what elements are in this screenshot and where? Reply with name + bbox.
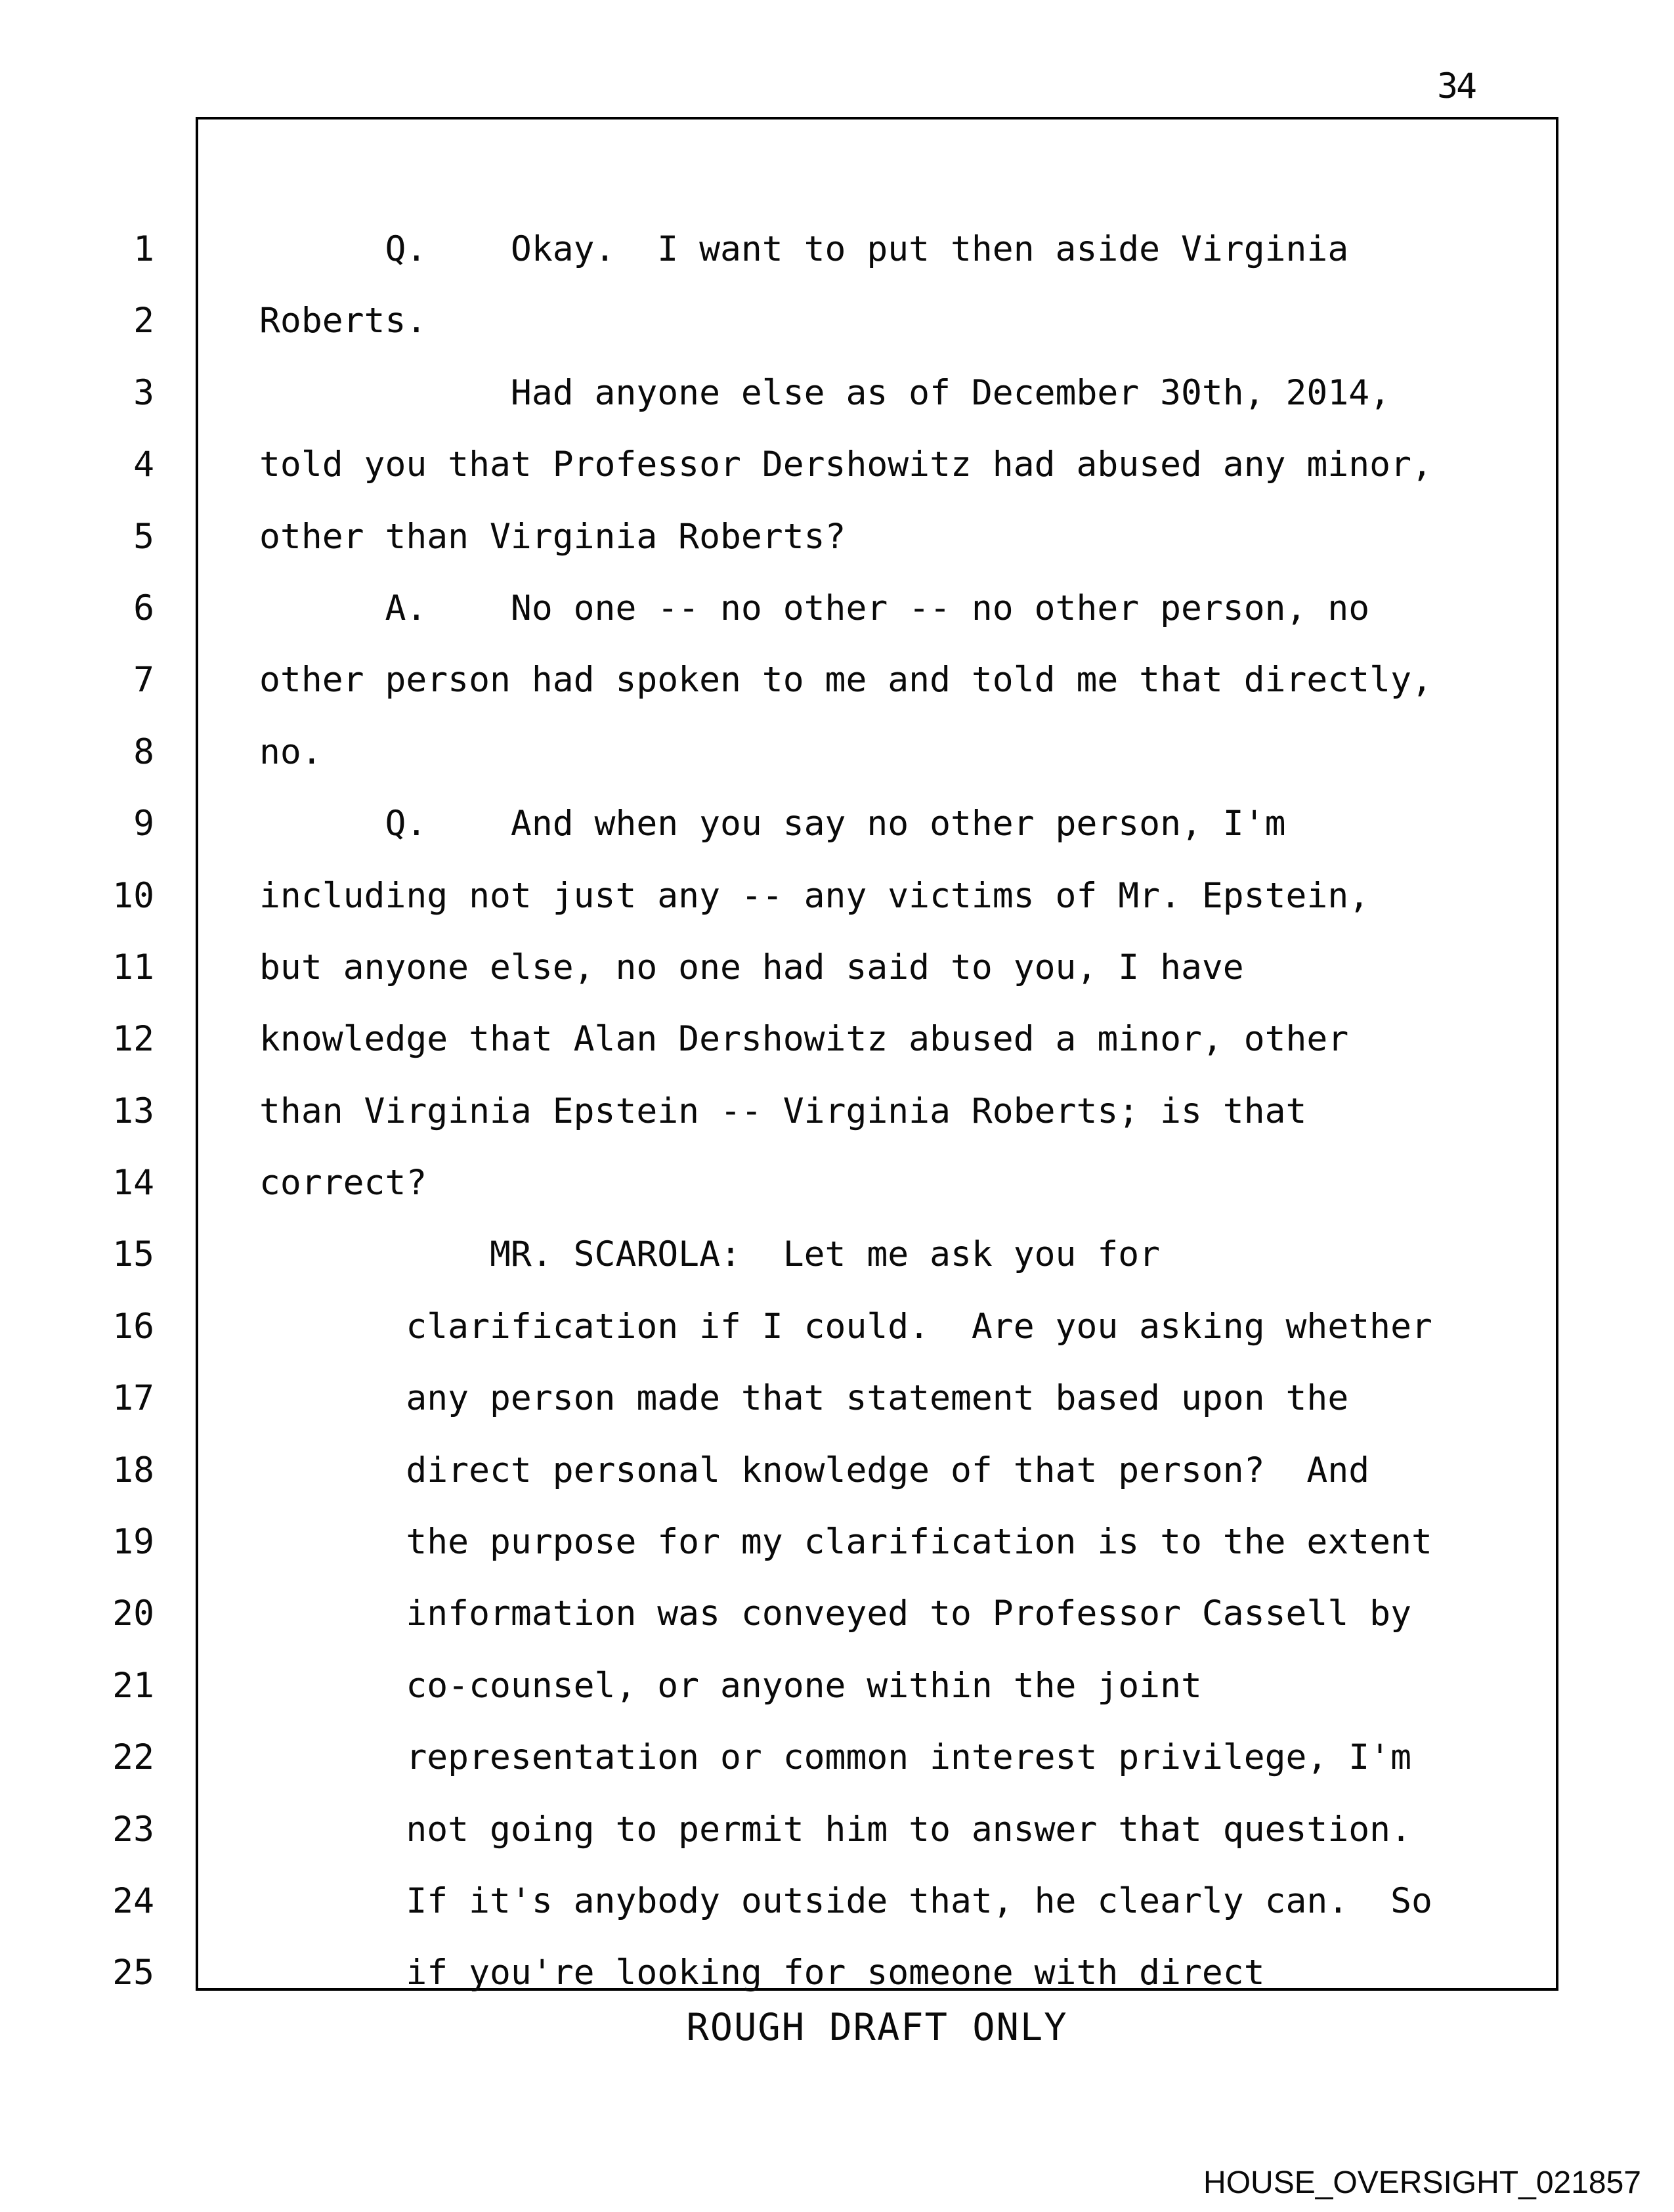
transcript-line [0,357,1674,429]
line-number: 21 [112,1665,154,1706]
transcript-line [0,1937,1674,2008]
line-text: If it's anybody outside that, he clearly can. So [259,1880,1432,1921]
transcript-lines [0,213,1674,2009]
line-number: 4 [133,445,154,485]
bates-stamp: HOUSE_OVERSIGHT_021857 [1203,2165,1641,2200]
line-text: co-counsel, or anyone within the joint [259,1665,1202,1706]
transcript-line [0,1003,1674,1075]
transcript-line [0,1147,1674,1219]
transcript-line [0,1650,1674,1722]
line-number: 5 [133,516,154,557]
line-number: 18 [112,1450,154,1490]
transcript-line [0,1291,1674,1362]
line-text: A. No one -- no other -- no other person, no [259,588,1370,628]
transcript-line [0,1578,1674,1649]
line-text: not going to permit him to answer that question. [259,1809,1411,1850]
transcript-line [0,1362,1674,1434]
transcript-line [0,1794,1674,1865]
line-number: 25 [112,1953,154,1993]
line-text: clarification if I could. Are you asking whether [259,1306,1432,1347]
line-text: correct? [259,1163,427,1204]
line-number: 3 [133,372,154,413]
line-number: 16 [112,1306,154,1347]
transcript-line [0,860,1674,932]
line-number: 2 [133,301,154,341]
line-text: other person had spoken to me and told me that directly, [259,660,1432,701]
line-number: 12 [112,1019,154,1060]
rough-draft-label: ROUGH DRAFT ONLY [686,2006,1068,2049]
line-number: 22 [112,1737,154,1778]
line-text: than Virginia Epstein -- Virginia Roberts; is that [259,1091,1307,1131]
line-text: Roberts. [259,301,427,341]
line-text: no. [259,731,322,772]
line-number: 7 [133,660,154,701]
line-text: including not just any -- any victims of Mr. Epstein, [259,875,1370,916]
transcript-line [0,788,1674,859]
line-number: 20 [112,1594,154,1634]
line-text: representation or common interest privilege, I'm [259,1737,1411,1778]
line-number: 13 [112,1091,154,1131]
transcript-line [0,1865,1674,1937]
line-number: 19 [112,1522,154,1563]
transcript-line [0,429,1674,500]
line-number: 10 [112,875,154,916]
line-text: other than Virginia Roberts? [259,516,846,557]
line-number: 24 [112,1880,154,1921]
line-number: 9 [133,804,154,844]
line-text: if you're looking for someone with direct [259,1953,1265,1993]
transcript-line [0,644,1674,716]
line-text: direct personal knowledge of that person? And [259,1450,1370,1490]
transcript-line [0,1435,1674,1506]
line-text: the purpose for my clarification is to the extent [259,1522,1432,1563]
transcript-line [0,1506,1674,1578]
transcript-line [0,1722,1674,1793]
line-text: Had anyone else as of December 30th, 2014, [259,372,1391,413]
line-text: MR. SCAROLA: Let me ask you for [259,1234,1161,1275]
transcript-line [0,573,1674,644]
line-number: 8 [133,731,154,772]
line-text: any person made that statement based upon the [259,1378,1349,1419]
transcript-line [0,213,1674,285]
transcript-line [0,932,1674,1003]
page-number: 34 [1437,66,1475,106]
line-number: 14 [112,1163,154,1204]
transcript-line [0,1075,1674,1147]
line-number: 1 [133,229,154,269]
line-text: but anyone else, no one had said to you, I have [259,947,1244,987]
line-number: 11 [112,947,154,987]
transcript-line [0,501,1674,573]
line-number: 6 [133,588,154,628]
line-number: 15 [112,1234,154,1275]
line-text: Q. And when you say no other person, I'm [259,804,1286,844]
line-text: information was conveyed to Professor Cassell by [259,1594,1411,1634]
line-number: 17 [112,1378,154,1419]
transcript-line [0,716,1674,788]
line-text: Q. Okay. I want to put then aside Virginia [259,229,1349,269]
line-text: knowledge that Alan Dershowitz abused a minor, other [259,1019,1349,1060]
transcript-line [0,1219,1674,1290]
transcript-line [0,285,1674,357]
line-number: 23 [112,1809,154,1850]
line-text: told you that Professor Dershowitz had abused any minor, [259,445,1432,485]
